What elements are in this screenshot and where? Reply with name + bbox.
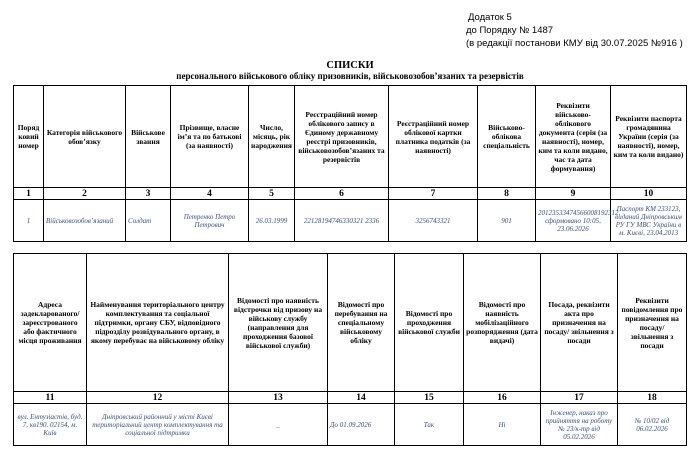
- table-row: [14, 404, 687, 446]
- header-birth-date: Число, місяць, рік народження: [249, 86, 295, 188]
- header-tax-number: Реєстраційний номер облікової картки платника податків (за наявності): [389, 86, 478, 188]
- header-specialty: Військово-облікова спеціальність: [478, 86, 536, 188]
- table1-number-row: [14, 188, 687, 200]
- header-service-history: Відомості про проходження військової служби: [395, 254, 464, 392]
- cell-territorial-center: Дніпровський районний у місті Києві територіальний центр комплектування та соціальної підтримки: [87, 404, 229, 446]
- cell-mobilization-order: Ні: [464, 404, 541, 446]
- appendix-edition: (в редакції постанови КМУ від 30.07.2025 №916 ): [466, 38, 683, 49]
- appendix-number: Додаток 5: [468, 12, 512, 23]
- cell-specialty: 901: [478, 200, 536, 242]
- header-special-record: Відомості про перебування на спеціальному військовому обліку: [328, 254, 395, 392]
- header-mobilization-order: Відомості про наявність мобілізаційного розпорядження (дата видачі): [464, 254, 541, 392]
- column-number: 12: [87, 392, 229, 404]
- header-deferment: Відомості про наявність відстрочки від призову на військову службу (направлення для проходження базової військової служби): [229, 254, 328, 392]
- column-number: 8: [478, 188, 536, 200]
- appendix-order-ref: до Порядку № 1487: [466, 25, 554, 36]
- cell-tax-number: 3256743321: [389, 200, 478, 242]
- column-number: 16: [464, 392, 541, 404]
- header-passport: Реквізити паспорта громадянина України (серія (за наявності), номер, ким та коли видано): [611, 86, 687, 188]
- column-number: 3: [126, 188, 171, 200]
- column-number: 18: [618, 392, 687, 404]
- header-registry-number: Реєстраційний номер облікового запису в Єдиному державному реєстрі призовників, військовозобов’язаних та резервістів: [295, 86, 389, 188]
- cell-service-history: Так: [395, 404, 464, 446]
- table2-number-row: [14, 392, 687, 404]
- records-table-part2: [13, 253, 687, 446]
- column-number: 4: [171, 188, 249, 200]
- column-number: 2: [44, 188, 126, 200]
- records-table-part1: [13, 85, 687, 242]
- header-military-rank: Військове звання: [126, 86, 171, 188]
- cell-special-record: До 01.09.2026: [328, 404, 395, 446]
- column-number: 10: [611, 188, 687, 200]
- header-serial-number: Поряд ковий номер: [14, 86, 44, 188]
- cell-registry-number: 22128194746330321 2336: [295, 200, 389, 242]
- column-number: 6: [295, 188, 389, 200]
- column-number: 9: [536, 188, 611, 200]
- table-row: [14, 200, 687, 242]
- header-territorial-center: Найменування територіального центру комплектування та соціальної підтримки, органу СБУ, відповідного підрозділу розвідувального органу, в якому перебуває на військовому обліку: [87, 254, 229, 392]
- column-number: 17: [541, 392, 618, 404]
- column-number: 7: [389, 188, 478, 200]
- column-number: 11: [14, 392, 87, 404]
- header-full-name: Прізвище, власне ім’я та по батькові (за наявності): [171, 86, 249, 188]
- cell-serial-number: 1: [14, 200, 44, 242]
- header-position-notice: Реквізити повідомлення про призначення на посаду/ звільнення з посади: [618, 254, 687, 392]
- cell-position-notice: № 10/02 від 06.02.2026: [618, 404, 687, 446]
- cell-position-act: Інженер, наказ про прийняття на роботу № 23/к-тр від 05.02.2026: [541, 404, 618, 446]
- table2-header-row: [14, 254, 687, 392]
- cell-military-document: 20123533474566008192312, сформовано 10:05, 23.06.2026: [536, 200, 611, 242]
- column-number: 14: [328, 392, 395, 404]
- header-duty-category: Категорія військового обов’язку: [44, 86, 126, 188]
- header-address: Адреса задекларованого/ зареєстрованого або фактичного місця проживання: [14, 254, 87, 392]
- cell-address: вул. Ентузіастів, буд. 7, кв190. 02154, м. Київ: [14, 404, 87, 446]
- cell-full-name: Петренко Петро Петрович: [171, 200, 249, 242]
- column-number: 5: [249, 188, 295, 200]
- column-number: 13: [229, 392, 328, 404]
- cell-passport: Паспорт КМ 233123, виданий Дніпровським РУ ГУ МВС України в м. Києві, 23.04.2013: [611, 200, 687, 242]
- header-position-act: Посада, реквізити акта про призначення на посаду/ звільнення з посади: [541, 254, 618, 392]
- header-military-document: Реквізити військово-облікового документа (серія (за наявності), номер, ким та коли видано, час та дата формування): [536, 86, 611, 188]
- column-number: 15: [395, 392, 464, 404]
- cell-deferment: _: [229, 404, 328, 446]
- cell-duty-category: Військовозобов’язаний: [44, 200, 126, 242]
- column-number: 1: [14, 188, 44, 200]
- appendix-note: [466, 11, 683, 50]
- document-subtitle: персонального військового обліку призовників, військовозобов’язаних та резервістів: [176, 71, 524, 81]
- cell-military-rank: Солдат: [126, 200, 171, 242]
- table1-header-row: [14, 86, 687, 188]
- cell-birth-date: 26.03.1999: [249, 200, 295, 242]
- document-title: СПИСКИ: [326, 60, 374, 71]
